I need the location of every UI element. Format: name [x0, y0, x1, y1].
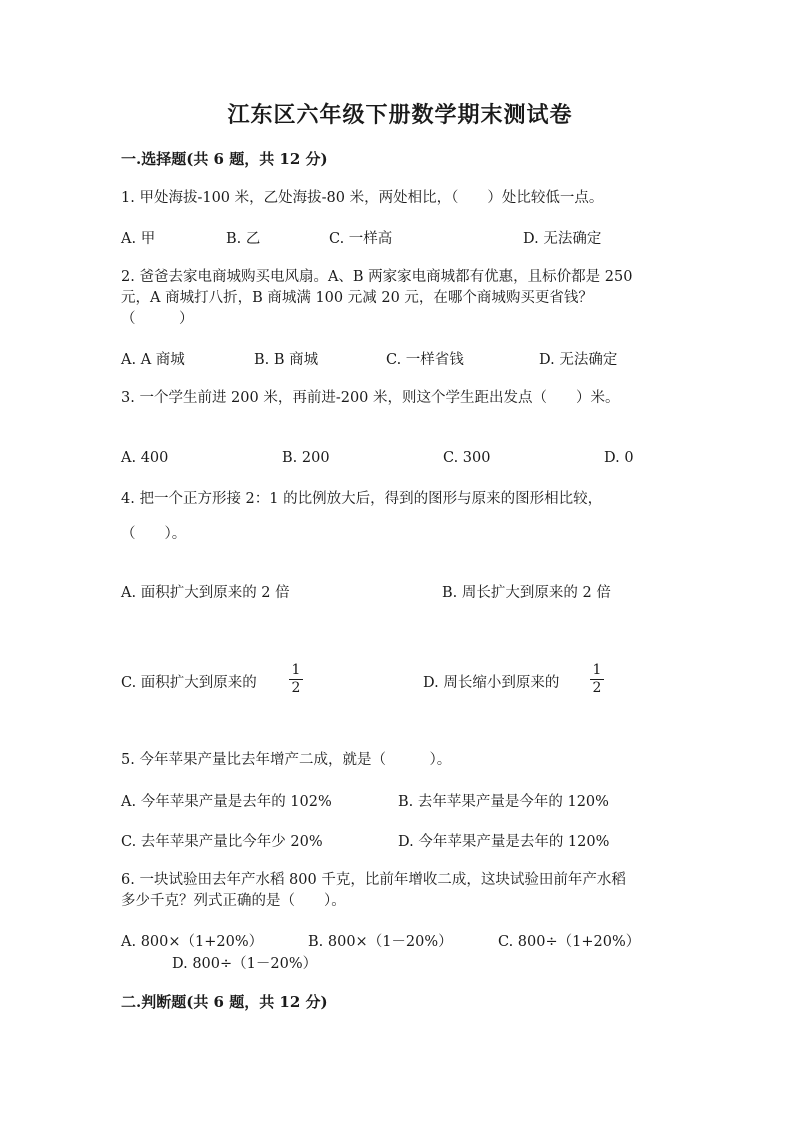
- section-heading-choice: 一.选择题(共 6 题，共 12 分): [121, 150, 328, 168]
- question-3-option-c: C. 300: [443, 450, 491, 466]
- question-5-option-c: C. 去年苹果产量比今年少 20%: [121, 834, 323, 850]
- question-2-text-line-3: （ ）: [121, 311, 194, 327]
- question-4-text-line-2: （ ）。: [121, 526, 187, 542]
- question-2-text-line-2: 元，A 商城打八折，B 商城满 100 元减 20 元，在哪个商城购买更省钱？: [121, 290, 593, 306]
- question-1-option-c: C. 一样高: [329, 231, 393, 247]
- question-4-option-a: A. 面积扩大到原来的 2 倍: [121, 585, 290, 601]
- question-6-text-line-2: 多少千克？列式正确的是（ ）。: [121, 893, 346, 909]
- fraction-denominator: 2: [592, 680, 602, 696]
- page-title: 江东区六年级下册数学期末测试卷: [227, 102, 573, 128]
- question-1-text: 1. 甲处海拔-100 米，乙处海拔-80 米，两处相比，（ ）处比较低一点。: [121, 190, 604, 206]
- question-6-option-c: C. 800÷（1+20%）: [498, 934, 641, 950]
- question-6-option-a: A. 800×（1+20%）: [121, 934, 264, 950]
- question-2-option-d: D. 无法确定: [539, 352, 618, 368]
- fraction-numerator: 1: [592, 662, 602, 678]
- question-4-option-d: D. 周长缩小到原来的: [423, 675, 560, 691]
- question-4-text-line-1: 4. 把一个正方形接 2：1 的比例放大后，得到的图形与原来的图形相比较，: [121, 491, 603, 507]
- question-2-text-line-1: 2. 爸爸去家电商城购买电风扇。A、B 两家家电商城都有优惠，且标价都是 250: [121, 269, 633, 285]
- question-3-option-d: D. 0: [604, 450, 634, 466]
- fraction-one-half: [289, 663, 303, 696]
- question-5-text: 5. 今年苹果产量比去年增产二成，就是（ ）。: [121, 752, 452, 768]
- question-2-option-a: A. A 商城: [121, 352, 185, 368]
- question-3-text: 3. 一个学生前进 200 米，再前进-200 米，则这个学生距出发点（ ）米。: [121, 390, 620, 406]
- fraction-one-half: [590, 663, 604, 696]
- question-6-option-b: B. 800×（1－20%）: [308, 934, 453, 950]
- question-4-option-b: B. 周长扩大到原来的 2 倍: [442, 585, 611, 601]
- question-3-option-a: A. 400: [121, 450, 169, 466]
- question-6-option-d: D. 800÷（1－20%）: [172, 956, 318, 972]
- question-5-option-a: A. 今年苹果产量是去年的 102%: [121, 794, 332, 810]
- question-3-option-b: B. 200: [282, 450, 330, 466]
- question-5-option-b: B. 去年苹果产量是今年的 120%: [398, 794, 609, 810]
- question-2-option-b: B. B 商城: [254, 352, 319, 368]
- question-1-option-b: B. 乙: [226, 231, 261, 247]
- fraction-numerator: 1: [291, 662, 301, 678]
- section-heading-judgement: 二.判断题(共 6 题，共 12 分): [121, 993, 328, 1011]
- question-5-option-d: D. 今年苹果产量是去年的 120%: [398, 834, 610, 850]
- question-6-text-line-1: 6. 一块试验田去年产水稻 800 千克，比前年增收二成，这块试验田前年产水稻: [121, 872, 626, 888]
- question-4-option-c: C. 面积扩大到原来的: [121, 675, 257, 691]
- fraction-denominator: 2: [291, 680, 301, 696]
- question-1-option-d: D. 无法确定: [523, 231, 602, 247]
- question-2-option-c: C. 一样省钱: [386, 352, 464, 368]
- question-1-option-a: A. 甲: [121, 231, 156, 247]
